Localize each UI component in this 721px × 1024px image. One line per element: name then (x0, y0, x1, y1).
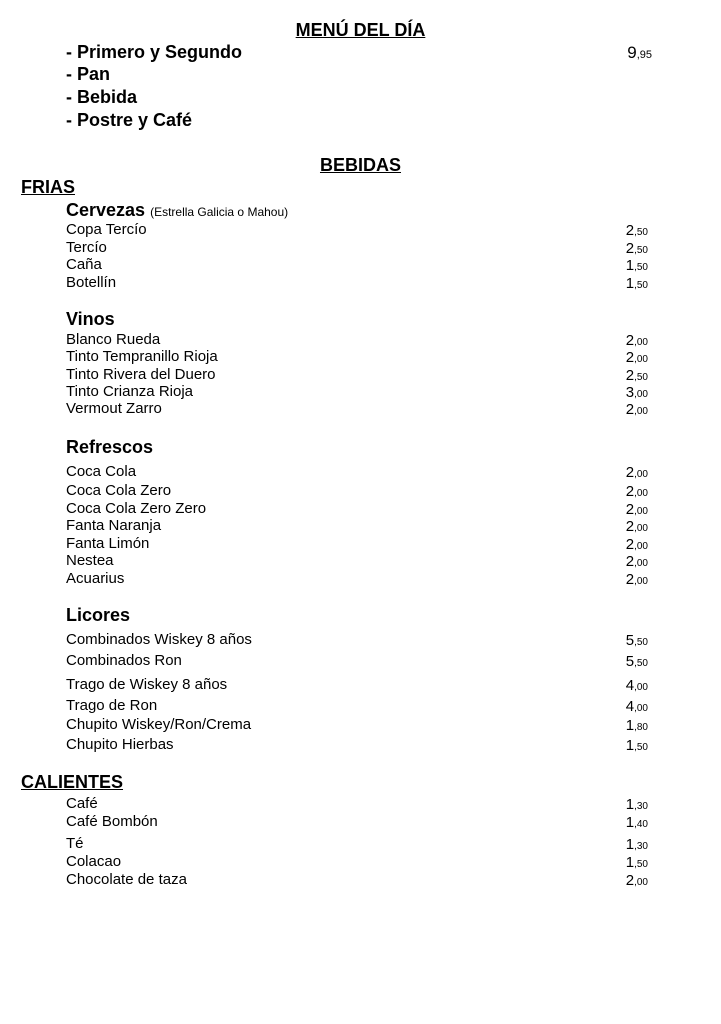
price-integer: 1 (625, 854, 635, 871)
price-integer: 1 (625, 737, 635, 754)
item-name: Coca Cola Zero Zero (66, 500, 207, 517)
category-calientes: CALIENTES (21, 772, 124, 792)
price-decimal: ,00 (634, 541, 648, 552)
price-decimal: ,00 (634, 469, 648, 480)
section-vinos: Vinos (66, 309, 115, 329)
item-price (626, 698, 648, 715)
menu-line: - Primero y Segundo (66, 42, 243, 62)
price-integer: 1 (625, 814, 635, 831)
price-decimal: ,50 (634, 658, 648, 669)
item-name: Café Bombón (66, 813, 158, 830)
item-price (626, 653, 648, 670)
item-price (626, 222, 648, 239)
item-name: Coca Cola (66, 463, 137, 480)
item-name: Coca Cola Zero (66, 482, 172, 499)
item-price (626, 367, 648, 384)
section-cervezas (66, 200, 288, 221)
item-name: Vermout Zarro (66, 400, 162, 417)
item-name: Chocolate de taza (66, 871, 187, 888)
menu-line: - Bebida (66, 87, 138, 107)
item-name: Copa Tercío (66, 221, 147, 238)
item-name: Tinto Tempranillo Rioja (66, 348, 218, 365)
item-price (626, 349, 648, 366)
item-price (626, 632, 648, 649)
price-integer: 2 (625, 332, 635, 349)
price-integer: 2 (625, 872, 635, 889)
price-integer: 2 (625, 464, 635, 481)
price-integer: 2 (625, 349, 635, 366)
item-name: Combinados Ron (66, 652, 182, 669)
item-price (626, 717, 648, 734)
item-price (626, 275, 648, 292)
item-name: Acuarius (66, 570, 125, 587)
item-name: Trago de Ron (66, 697, 158, 714)
item-price (626, 501, 648, 518)
price-integer: 2 (625, 518, 635, 535)
price-decimal: ,00 (634, 703, 648, 714)
price-decimal: ,50 (634, 245, 648, 256)
item-price (626, 384, 648, 401)
item-name: Fanta Naranja (66, 517, 162, 534)
price-decimal: ,30 (634, 841, 648, 852)
price-decimal: ,00 (634, 488, 648, 499)
item-price (626, 240, 648, 257)
price-integer: 3 (625, 384, 635, 401)
item-name: Blanco Rueda (66, 331, 161, 348)
price-decimal: ,00 (634, 682, 648, 693)
item-name: Trago de Wiskey 8 años (66, 676, 228, 693)
item-price (626, 257, 648, 274)
price-integer: 1 (625, 717, 635, 734)
item-price (626, 483, 648, 500)
price-decimal: ,00 (634, 877, 648, 888)
price-decimal: ,00 (634, 389, 648, 400)
item-price (626, 571, 648, 588)
price-decimal: ,50 (634, 859, 648, 870)
price-decimal: ,00 (634, 354, 648, 365)
menu-line: - Postre y Café (66, 110, 193, 130)
item-name: Café (66, 795, 98, 812)
price-decimal: ,00 (634, 406, 648, 417)
price-decimal: ,00 (634, 523, 648, 534)
price-integer: 2 (625, 401, 635, 418)
item-price (626, 814, 648, 831)
price-decimal: ,50 (634, 372, 648, 383)
item-price (626, 677, 648, 694)
item-name: Botellín (66, 274, 117, 291)
item-price (626, 332, 648, 349)
category-frias: FRIAS (21, 177, 75, 197)
item-price (626, 464, 648, 481)
item-price (626, 401, 648, 418)
price-decimal: ,95 (636, 49, 652, 61)
item-price (626, 796, 648, 813)
price-integer: 2 (625, 501, 635, 518)
price-decimal: ,50 (634, 742, 648, 753)
price-integer: 1 (625, 275, 635, 292)
section-licores: Licores (66, 605, 131, 625)
item-price (626, 553, 648, 570)
price-integer: 2 (625, 483, 635, 500)
menu-del-dia-price (627, 43, 652, 63)
price-integer: 5 (625, 653, 635, 670)
price-decimal: ,00 (634, 576, 648, 587)
price-integer: 2 (625, 222, 635, 239)
item-price (626, 536, 648, 553)
item-name: Colacao (66, 853, 122, 870)
price-integer: 2 (625, 367, 635, 384)
section-title: Cervezas (66, 200, 146, 220)
bebidas-title: BEBIDAS (319, 155, 401, 175)
price-integer: 1 (625, 796, 635, 813)
price-integer: 5 (625, 632, 635, 649)
item-name: Tinto Rivera del Duero (66, 366, 216, 383)
price-decimal: ,50 (634, 637, 648, 648)
price-integer: 1 (625, 836, 635, 853)
cervezas-note: (Estrella Galicia o Mahou) (150, 205, 289, 219)
price-decimal: ,00 (634, 558, 648, 569)
item-price (626, 518, 648, 535)
price-integer: 4 (625, 677, 635, 694)
price-integer: 2 (625, 553, 635, 570)
price-integer: 2 (625, 536, 635, 553)
price-integer: 2 (625, 571, 635, 588)
section-refrescos: Refrescos (66, 437, 154, 457)
price-decimal: ,80 (634, 722, 648, 733)
item-name: Tinto Crianza Rioja (66, 383, 193, 400)
menu-del-dia-title: MENÚ DEL DÍA (295, 20, 426, 40)
price-decimal: ,00 (634, 337, 648, 348)
price-integer: 2 (625, 240, 635, 257)
item-price (626, 854, 648, 871)
price-integer: 4 (625, 698, 635, 715)
item-price (626, 872, 648, 889)
price-decimal: ,50 (634, 227, 648, 238)
item-price (626, 836, 648, 853)
item-name: Fanta Limón (66, 535, 150, 552)
item-name: Chupito Hierbas (66, 736, 174, 753)
price-decimal: ,50 (634, 280, 648, 291)
price-integer: 1 (625, 257, 635, 274)
item-name: Combinados Wiskey 8 años (66, 631, 252, 648)
item-name: Chupito Wiskey/Ron/Crema (66, 716, 252, 733)
item-name: Tercío (66, 239, 107, 256)
item-price (626, 737, 648, 754)
item-name: Caña (66, 256, 102, 273)
menu-line: - Pan (66, 64, 111, 84)
price-integer: 9 (627, 43, 637, 62)
price-decimal: ,00 (634, 506, 648, 517)
price-decimal: ,30 (634, 801, 648, 812)
item-name: Nestea (66, 552, 114, 569)
item-name: Té (66, 835, 84, 852)
price-decimal: ,40 (634, 819, 648, 830)
price-decimal: ,50 (634, 262, 648, 273)
